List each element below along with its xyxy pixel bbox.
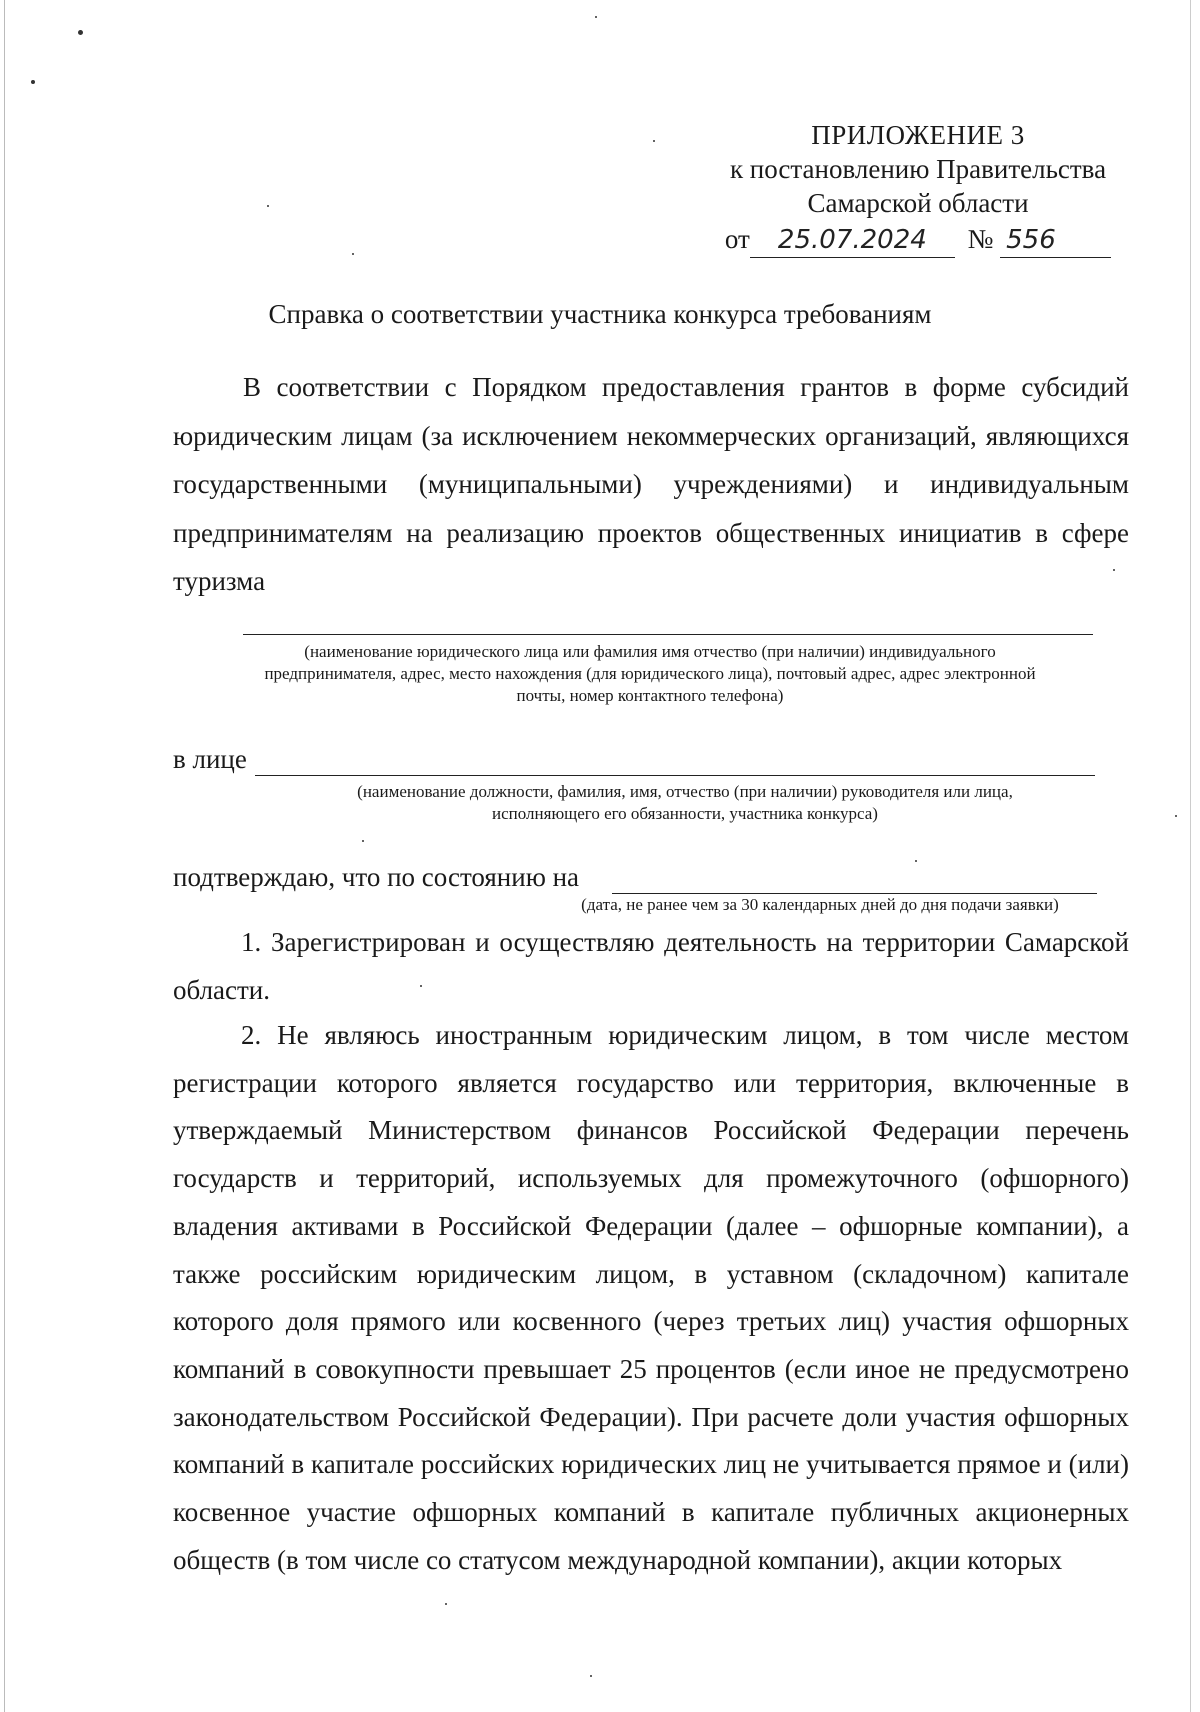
appendix-date-number-line — [708, 222, 1128, 258]
scan-speck — [78, 30, 83, 35]
confirm-label: подтверждаю, что по состоянию на — [173, 862, 580, 892]
scan-speck — [267, 205, 269, 207]
scan-speck — [352, 253, 354, 255]
document-title: Справка о соответствии участника конкурса требованиям — [268, 299, 932, 329]
scan-speck — [445, 1603, 447, 1605]
represented-by-caption — [270, 781, 1100, 825]
confirm-date-caption: (дата, не ранее чем за 30 календарных дней до дня подачи заявки) — [581, 895, 1059, 914]
intro-paragraph: В соответствии с Порядком предоставления грантов в форме субсидий юридическим лицам (за исключением некоммерческих организаций, являющихся государственными (муниципальными) учреждениями) и индивидуальным предпринимателям на реализацию проектов общественных инициатив в сфере туризма — [173, 372, 1129, 596]
number-prefix: № — [967, 224, 994, 254]
appendix-region-line: Самарской области — [807, 188, 1029, 218]
represented-by-fill-line — [255, 775, 1095, 776]
scan-speck — [590, 1675, 592, 1677]
handwritten-date: 25.07.2024 — [777, 225, 927, 255]
applicant-caption-line: почты, номер контактного телефона) — [516, 686, 784, 705]
applicant-caption-line: (наименование юридического лица или фамилия имя отчество (при наличии) индивидуального — [304, 642, 996, 661]
scan-speck — [653, 140, 655, 142]
applicant-caption — [160, 641, 1140, 707]
scan-edge — [1190, 0, 1191, 1712]
scan-speck — [31, 80, 35, 84]
applicant-caption-line: предпринимателя, адрес, место нахождения (для юридического лица), почтовый адрес, адрес электронной — [264, 664, 1036, 683]
requirement-item: 1. Зарегистрирован и осуществляю деятельность на территории Самарской области. — [173, 927, 1129, 1005]
number-field — [1000, 222, 1111, 258]
handwritten-number: 556 — [1006, 225, 1056, 255]
represented-by-label: в лице — [173, 744, 247, 774]
represented-by-caption-line: (наименование должности, фамилия, имя, отчество (при наличии) руководителя или лица, — [357, 782, 1013, 801]
scan-speck — [1175, 815, 1177, 817]
date-prefix: от — [724, 224, 750, 254]
requirement-item: 2. Не являюсь иностранным юридическим лицом, в том числе местом регистрации которого является государство или территория, включенные в утверждаемый Министерством финансов Российской Федерации перечень государств и территорий, используемых для промежуточного (офшорного) владения активами в Российской Федерации (далее – офшорные компании), а также российским юридическим лицом, в уставном (складочном) капитале которого доля прямого или косвенного (через третьих лиц) участия офшорных компаний в совокупности превышает 25 процентов (если иное не предусмотрено законодательством Российской Федерации). При расчете доли участия офшорных компаний в капитале российских юридических лиц не учитывается прямое и (или) косвенное участие офшорных компаний в капитале публичных акционерных обществ (в том числе со статусом международной компании), акции которых — [173, 1020, 1129, 1575]
applicant-fill-line — [243, 634, 1093, 635]
appendix-header — [708, 118, 1128, 258]
date-field — [750, 222, 955, 258]
represented-by-caption-line: исполняющего его обязанности, участника конкурса) — [492, 804, 878, 823]
appendix-resolution-line: к постановлению Правительства — [729, 154, 1107, 184]
scan-speck — [915, 860, 917, 862]
scan-speck — [362, 840, 364, 842]
scan-edge — [4, 0, 5, 1712]
appendix-title: ПРИЛОЖЕНИЕ 3 — [811, 120, 1025, 150]
scan-speck — [595, 16, 597, 18]
